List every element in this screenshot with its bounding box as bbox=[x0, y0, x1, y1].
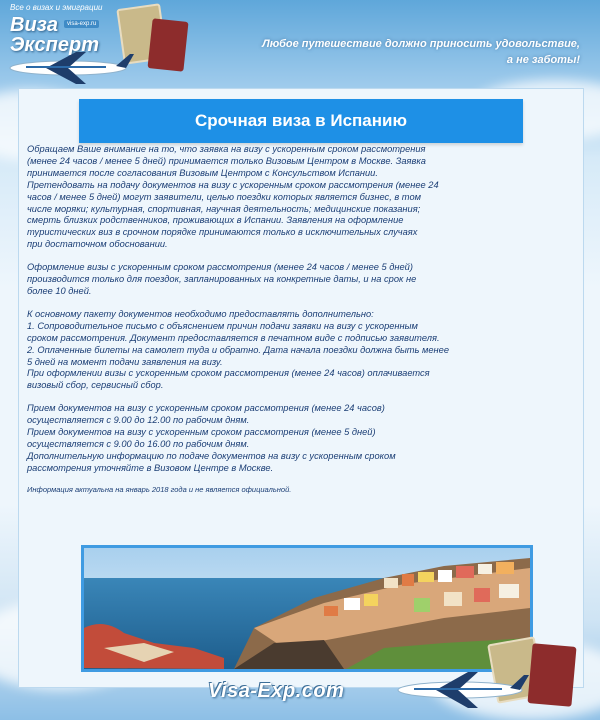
article-body bbox=[27, 144, 537, 496]
text-line: осуществляется с 9.00 до 16.00 по рабочим дням. bbox=[27, 438, 250, 449]
page-title: Срочная виза в Испанию bbox=[79, 99, 523, 143]
paragraph bbox=[27, 309, 537, 392]
text-line: Оформление визы с ускоренным сроком рассмотрения (менее 24 часов / менее 5 дней) bbox=[27, 262, 413, 273]
logo-tagline: Все о визах и эмиграции bbox=[10, 3, 103, 12]
text-line: К основному пакету документов необходимо предоставлять дополнительно: bbox=[27, 308, 374, 319]
coast-image bbox=[84, 548, 530, 669]
footer-logo[interactable]: Visa-Exp.com bbox=[208, 680, 345, 702]
disclaimer-note: Информация актуальна на январь 2018 года и не является официальной. bbox=[27, 484, 292, 494]
text-line: 2. Оплаченные билеты на самолет туда и обратно. Дата начала поездки должна быть менее bbox=[27, 344, 449, 355]
spain-coast-photo bbox=[81, 545, 533, 672]
logo-url-badge: visa-exp.ru bbox=[64, 20, 99, 28]
text-line: Претендовать на подачу документов на визу с ускоренным сроком рассмотрения (менее 24 bbox=[27, 179, 439, 190]
text-line: более 10 дней. bbox=[27, 285, 92, 296]
logo-text[interactable]: Эксперт bbox=[10, 34, 99, 56]
passport-icon bbox=[527, 643, 576, 707]
logo-text[interactable]: Виза bbox=[10, 14, 58, 36]
text-line: часов / менее 5 дней) могут заявители, целью поездки которых является бизнес, в том bbox=[27, 191, 421, 202]
text-line: осуществляется с 9.00 до 12.00 по рабочим дням. bbox=[27, 415, 250, 426]
passport-icon bbox=[147, 18, 188, 71]
paragraph bbox=[27, 262, 537, 298]
airplane-icon bbox=[392, 670, 532, 710]
text-line: Прием документов на визу с ускоренным сроком рассмотрения (менее 5 дней) bbox=[27, 427, 376, 438]
text-line: при достаточном обосновании. bbox=[27, 239, 168, 250]
text-line: числе моряки; культурная, спортивная, научная деятельность; медицинские показания; bbox=[27, 203, 421, 214]
slogan-line: Любое путешествие должно приносить удовольствие, bbox=[262, 38, 580, 50]
text-line: смерть близких родственников, проживающих в Испании. Заявления на оформление bbox=[27, 215, 404, 226]
header-slogan bbox=[262, 36, 580, 68]
text-line: принимается после согласования Визовым Центром с Консульством Испании. bbox=[27, 167, 378, 178]
text-line: 1. Сопроводительное письмо с объяснением причин подачи заявки на визу с ускоренным bbox=[27, 320, 418, 331]
site-header bbox=[0, 0, 600, 92]
text-line: производится только для поездок, запланированных на конкретные даты, и на срок не bbox=[27, 274, 417, 285]
paragraph bbox=[27, 403, 537, 474]
text-line: Прием документов на визу с ускоренным сроком рассмотрения (менее 24 часов) bbox=[27, 403, 385, 414]
text-line: рассмотрения уточняйте в Визовом Центре в Москве. bbox=[27, 462, 274, 473]
text-line: туристических виз в срочном порядке принимаются только в исключительных случаях bbox=[27, 227, 418, 238]
content-panel bbox=[18, 88, 584, 688]
airplane-icon bbox=[6, 50, 136, 86]
text-line: 5 дней на момент подачи заявления на визу. bbox=[27, 356, 223, 367]
text-line: визовый сбор, сервисный сбор. bbox=[27, 380, 164, 391]
text-line: сроком рассмотрения. Документ предоставляется в печатном виде с подписью заявителя. bbox=[27, 332, 440, 343]
text-line: Обращаем Ваше внимание на то, что заявка на визу с ускоренным сроком рассмотрения bbox=[27, 144, 426, 154]
text-line: При оформлении визы с ускоренным сроком рассмотрения (менее 24 часов) оплачивается bbox=[27, 368, 430, 379]
text-line: Дополнительную информацию по подаче документов на визу с ускоренным сроком bbox=[27, 450, 396, 461]
text-line: (менее 24 часов / менее 5 дней) принимается только Визовым Центром в Москве. Заявка bbox=[27, 155, 426, 166]
slogan-line: а не заботы! bbox=[506, 54, 580, 66]
paragraph bbox=[27, 144, 537, 251]
